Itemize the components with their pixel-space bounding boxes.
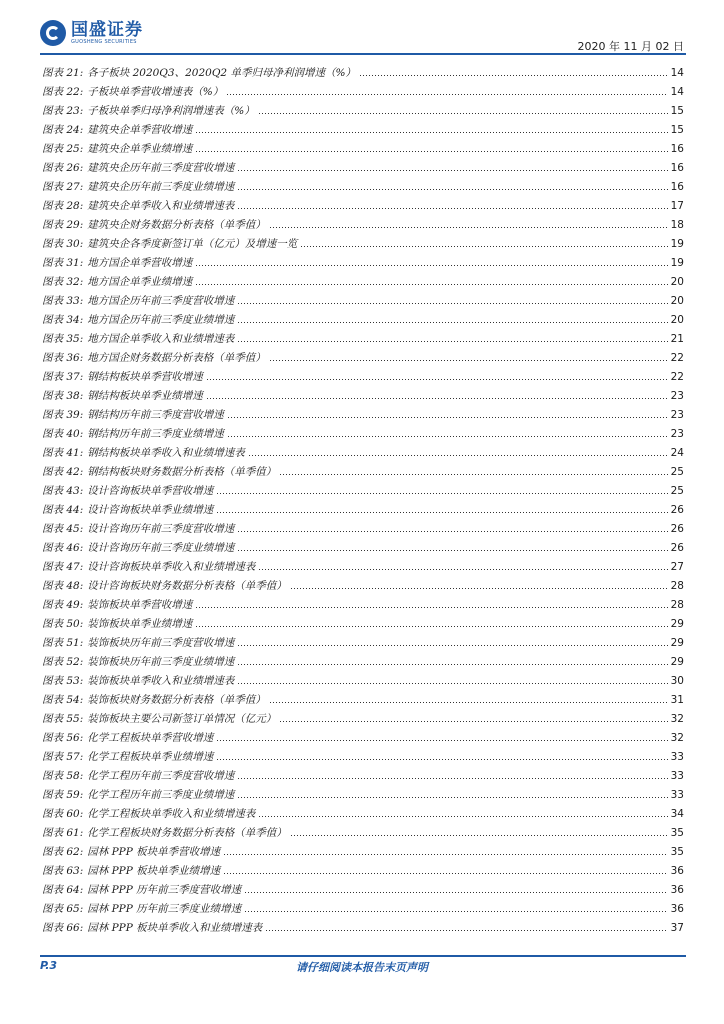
toc-entry-page: 29 (670, 655, 684, 668)
toc-entry-label: 图表 61: (42, 827, 84, 839)
toc-entry-page: 33 (670, 750, 684, 763)
dot-leader (237, 797, 667, 798)
footer-divider (40, 955, 686, 957)
dot-leader (279, 474, 667, 475)
toc-entry-title: 化学工程板块单季营收增速 (87, 732, 214, 744)
toc-entry-label: 图表 62: (42, 846, 84, 858)
toc-entry-label: 图表 38: (42, 390, 84, 402)
dot-leader (195, 626, 667, 627)
dot-leader (206, 379, 668, 380)
dot-leader (195, 284, 667, 285)
toc-entry[interactable] (42, 842, 684, 861)
dot-leader (223, 854, 668, 855)
toc-entry-title: 装饰板块主要公司新签订单情况（亿元） (87, 713, 277, 725)
toc-entry-page: 26 (670, 541, 684, 554)
dot-leader (216, 740, 667, 741)
toc-entry[interactable] (42, 652, 684, 671)
toc-entry-title: 钢结构板块单季营收增速 (87, 371, 203, 383)
toc-entry-page: 34 (670, 807, 684, 820)
toc-entry-label: 图表 59: (42, 789, 84, 801)
toc-entry-title: 子板块单季营收增速表（%） (87, 86, 224, 98)
dot-leader (216, 759, 667, 760)
dot-leader (195, 265, 667, 266)
toc-entry-page: 26 (670, 503, 684, 516)
toc-entry[interactable] (42, 918, 684, 937)
footer-disclaimer: 请仔细阅读本报告末页声明 (296, 961, 428, 974)
toc-entry[interactable] (42, 158, 684, 177)
dot-leader (237, 664, 667, 665)
toc-entry-title: 设计咨询板块单季业绩增速 (87, 504, 214, 516)
dot-leader (237, 189, 667, 190)
dot-leader (237, 531, 667, 532)
toc-entry-label: 图表 29: (42, 219, 84, 231)
dot-leader (258, 569, 667, 570)
toc-entry-title: 园林 PPP 板块单季收入和业绩增速表 (87, 922, 263, 934)
toc-entry-title: 钢结构板块财务数据分析表格（单季值） (87, 466, 277, 478)
toc-entry[interactable] (42, 880, 684, 899)
toc-entry-label: 图表 40: (42, 428, 84, 440)
dot-leader (269, 227, 668, 228)
toc-entry-label: 图表 41: (42, 447, 84, 459)
toc-entry-page: 37 (670, 921, 684, 934)
toc-entry-page: 20 (670, 275, 684, 288)
toc-entry[interactable] (42, 367, 684, 386)
dot-leader (227, 436, 668, 437)
toc-entry-label: 图表 30: (42, 238, 84, 250)
toc-entry-title: 装饰板块单季收入和业绩增速表 (87, 675, 235, 687)
toc-entry-title: 装饰板块财务数据分析表格（单季值） (87, 694, 266, 706)
toc-entry-label: 图表 50: (42, 618, 84, 630)
toc-entry-title: 建筑央企历年前三季度业绩增速 (87, 181, 235, 193)
toc-entry-page: 19 (670, 237, 684, 250)
dot-leader (258, 113, 668, 114)
dot-leader (237, 208, 667, 209)
toc-entry[interactable] (42, 120, 684, 139)
toc-entry-title: 建筑央企单季营收增速 (87, 124, 193, 136)
toc-entry[interactable] (42, 329, 684, 348)
toc-entry[interactable] (42, 253, 684, 272)
toc-entry[interactable] (42, 728, 684, 747)
chart-index-list (42, 63, 684, 937)
toc-entry-page: 23 (670, 427, 684, 440)
toc-entry[interactable] (42, 785, 684, 804)
toc-entry-page: 28 (670, 598, 684, 611)
toc-entry[interactable] (42, 310, 684, 329)
toc-entry-page: 21 (670, 332, 684, 345)
toc-entry-page: 36 (670, 883, 684, 896)
header-divider (40, 53, 686, 55)
dot-leader (195, 607, 667, 608)
toc-entry-page: 36 (670, 902, 684, 915)
logo-english-name: GUOSHENG SECURITIES (71, 38, 137, 45)
toc-entry-label: 图表 37: (42, 371, 84, 383)
toc-entry[interactable] (42, 63, 684, 82)
toc-entry-title: 设计咨询板块单季收入和业绩增速表 (87, 561, 256, 573)
dot-leader (359, 75, 668, 76)
toc-entry-title: 化学工程板块单季业绩增速 (87, 751, 214, 763)
toc-entry-label: 图表 25: (42, 143, 84, 155)
toc-entry-title: 化学工程板块单季收入和业绩增速表 (87, 808, 256, 820)
toc-entry-title: 装饰板块单季营收增速 (87, 599, 193, 611)
toc-entry[interactable] (42, 519, 684, 538)
toc-entry-label: 图表 53: (42, 675, 84, 687)
toc-entry-label: 图表 46: (42, 542, 84, 554)
dot-leader (227, 417, 668, 418)
toc-entry-page: 22 (670, 370, 684, 383)
toc-entry-label: 图表 21: (42, 67, 84, 79)
toc-entry-title: 钢结构历年前三季度营收增速 (87, 409, 224, 421)
toc-entry-page: 36 (670, 864, 684, 877)
toc-entry-page: 28 (670, 579, 684, 592)
dot-leader (237, 645, 667, 646)
toc-entry[interactable] (42, 234, 684, 253)
toc-entry[interactable] (42, 500, 684, 519)
toc-entry[interactable] (42, 462, 684, 481)
toc-entry-label: 图表 48: (42, 580, 84, 592)
toc-entry[interactable] (42, 196, 684, 215)
toc-entry-title: 地方国企财务数据分析表格（单季值） (87, 352, 266, 364)
toc-entry-page: 30 (670, 674, 684, 687)
dot-leader (269, 702, 668, 703)
toc-entry-page: 29 (670, 636, 684, 649)
toc-entry-title: 地方国企单季业绩增速 (87, 276, 193, 288)
dot-leader (223, 873, 668, 874)
dot-leader (237, 303, 667, 304)
dot-leader (290, 588, 668, 589)
toc-entry-label: 图表 60: (42, 808, 84, 820)
toc-entry-title: 各子板块 2020Q3、2020Q2 单季归母净利润增速（%） (87, 67, 356, 79)
toc-entry-title: 地方国企单季收入和业绩增速表 (87, 333, 235, 345)
toc-entry-title: 化学工程板块财务数据分析表格（单季值） (87, 827, 287, 839)
toc-entry[interactable] (42, 690, 684, 709)
toc-entry-title: 地方国企历年前三季度业绩增速 (87, 314, 235, 326)
toc-entry-title: 装饰板块历年前三季度业绩增速 (87, 656, 235, 668)
toc-entry-page: 25 (670, 465, 684, 478)
dot-leader (216, 512, 667, 513)
toc-entry-page: 23 (670, 389, 684, 402)
dot-leader (195, 151, 667, 152)
toc-entry-label: 图表 44: (42, 504, 84, 516)
toc-entry-title: 装饰板块历年前三季度营收增速 (87, 637, 235, 649)
dot-leader (237, 341, 667, 342)
toc-entry-page: 33 (670, 788, 684, 801)
toc-entry-label: 图表 52: (42, 656, 84, 668)
toc-entry-page: 26 (670, 522, 684, 535)
toc-entry-page: 32 (670, 731, 684, 744)
dot-leader (237, 170, 667, 171)
toc-entry-title: 建筑央企单季收入和业绩增速表 (87, 200, 235, 212)
dot-leader (237, 322, 667, 323)
toc-entry-page: 33 (670, 769, 684, 782)
toc-entry-label: 图表 63: (42, 865, 84, 877)
toc-entry-page: 35 (670, 845, 684, 858)
toc-entry-title: 化学工程历年前三季度营收增速 (87, 770, 235, 782)
dot-leader (195, 132, 667, 133)
toc-entry[interactable] (42, 101, 684, 120)
toc-entry-title: 设计咨询板块单季营收增速 (87, 485, 214, 497)
toc-entry-page: 20 (670, 294, 684, 307)
toc-entry-title: 装饰板块单季业绩增速 (87, 618, 193, 630)
toc-entry[interactable] (42, 614, 684, 633)
toc-entry-label: 图表 65: (42, 903, 84, 915)
toc-entry[interactable] (42, 481, 684, 500)
toc-entry-title: 钢结构板块单季业绩增速 (87, 390, 203, 402)
toc-entry[interactable] (42, 82, 684, 101)
toc-entry-page: 14 (670, 66, 684, 79)
toc-entry[interactable] (42, 823, 684, 842)
toc-entry-page: 16 (670, 180, 684, 193)
toc-entry[interactable] (42, 405, 684, 424)
toc-entry[interactable] (42, 272, 684, 291)
dot-leader (237, 550, 667, 551)
logo-icon (40, 20, 66, 46)
toc-entry-label: 图表 49: (42, 599, 84, 611)
dot-leader (258, 816, 667, 817)
toc-entry-page: 16 (670, 142, 684, 155)
company-logo (40, 20, 143, 46)
toc-entry-label: 图表 23: (42, 105, 84, 117)
toc-entry-page: 29 (670, 617, 684, 630)
dot-leader (279, 721, 667, 722)
toc-entry-label: 图表 47: (42, 561, 84, 573)
toc-entry-label: 图表 22: (42, 86, 84, 98)
dot-leader (265, 930, 668, 931)
toc-entry-label: 图表 34: (42, 314, 84, 326)
dot-leader (226, 94, 667, 95)
toc-entry-page: 27 (670, 560, 684, 573)
toc-entry[interactable] (42, 861, 684, 880)
toc-entry-page: 32 (670, 712, 684, 725)
toc-entry[interactable] (42, 215, 684, 234)
toc-entry-label: 图表 56: (42, 732, 84, 744)
dot-leader (206, 398, 668, 399)
toc-entry[interactable] (42, 633, 684, 652)
toc-entry[interactable] (42, 709, 684, 728)
toc-entry-page: 18 (670, 218, 684, 231)
dot-leader (244, 892, 668, 893)
toc-entry[interactable] (42, 139, 684, 158)
toc-entry-page: 19 (670, 256, 684, 269)
toc-entry-page: 17 (670, 199, 684, 212)
toc-entry-label: 图表 58: (42, 770, 84, 782)
toc-entry[interactable] (42, 386, 684, 405)
toc-entry[interactable] (42, 424, 684, 443)
logo-name: 国盛证券 (71, 19, 143, 40)
toc-entry-page: 23 (670, 408, 684, 421)
dot-leader (269, 360, 668, 361)
dot-leader (237, 778, 667, 779)
toc-entry-title: 设计咨询历年前三季度业绩增速 (87, 542, 235, 554)
toc-entry[interactable] (42, 538, 684, 557)
toc-entry-title: 地方国企单季营收增速 (87, 257, 193, 269)
page-number: P.3 (40, 959, 58, 972)
toc-entry-page: 24 (670, 446, 684, 459)
toc-entry-title: 园林 PPP 历年前三季度业绩增速 (87, 903, 242, 915)
toc-entry-title: 建筑央企各季度新签订单（亿元）及增速一览 (87, 238, 298, 250)
toc-entry[interactable] (42, 899, 684, 918)
toc-entry-label: 图表 55: (42, 713, 84, 725)
toc-entry-title: 地方国企历年前三季度营收增速 (87, 295, 235, 307)
toc-entry-page: 14 (670, 85, 684, 98)
toc-entry-page: 31 (670, 693, 684, 706)
toc-entry-label: 图表 28: (42, 200, 84, 212)
toc-entry[interactable] (42, 671, 684, 690)
dot-leader (237, 683, 667, 684)
toc-entry-title: 子板块单季归母净利润增速表（%） (87, 105, 255, 117)
toc-entry-label: 图表 36: (42, 352, 84, 364)
toc-entry-title: 化学工程历年前三季度业绩增速 (87, 789, 235, 801)
toc-entry[interactable] (42, 804, 684, 823)
toc-entry-label: 图表 54: (42, 694, 84, 706)
page-header (40, 20, 686, 56)
toc-entry[interactable] (42, 576, 684, 595)
toc-entry[interactable] (42, 291, 684, 310)
toc-entry-title: 园林 PPP 历年前三季度营收增速 (87, 884, 242, 896)
dot-leader (216, 493, 667, 494)
toc-entry-label: 图表 64: (42, 884, 84, 896)
toc-entry-title: 建筑央企财务数据分析表格（单季值） (87, 219, 266, 231)
toc-entry-label: 图表 39: (42, 409, 84, 421)
dot-leader (290, 835, 668, 836)
dot-leader (244, 911, 668, 912)
toc-entry-label: 图表 35: (42, 333, 84, 345)
toc-entry[interactable] (42, 348, 684, 367)
toc-entry[interactable] (42, 177, 684, 196)
toc-entry[interactable] (42, 766, 684, 785)
toc-entry-label: 图表 27: (42, 181, 84, 193)
toc-entry-page: 22 (670, 351, 684, 364)
toc-entry-label: 图表 57: (42, 751, 84, 763)
report-date: 2020 年 11 月 02 日 (577, 40, 684, 53)
toc-entry-label: 图表 51: (42, 637, 84, 649)
dot-leader (300, 246, 667, 247)
toc-entry[interactable] (42, 443, 684, 462)
toc-entry-page: 15 (670, 104, 684, 117)
toc-entry-title: 园林 PPP 板块单季营收增速 (87, 846, 221, 858)
toc-entry[interactable] (42, 747, 684, 766)
dot-leader (248, 455, 668, 456)
toc-entry-label: 图表 43: (42, 485, 84, 497)
toc-entry-title: 园林 PPP 板块单季业绩增速 (87, 865, 221, 877)
toc-entry-label: 图表 45: (42, 523, 84, 535)
toc-entry-label: 图表 42: (42, 466, 84, 478)
toc-entry-page: 35 (670, 826, 684, 839)
toc-entry-page: 20 (670, 313, 684, 326)
toc-entry-label: 图表 24: (42, 124, 84, 136)
toc-entry-title: 设计咨询历年前三季度营收增速 (87, 523, 235, 535)
toc-entry-label: 图表 26: (42, 162, 84, 174)
toc-entry-title: 建筑央企单季业绩增速 (87, 143, 193, 155)
toc-entry-page: 15 (670, 123, 684, 136)
toc-entry-title: 建筑央企历年前三季度营收增速 (87, 162, 235, 174)
toc-entry-page: 16 (670, 161, 684, 174)
toc-entry-label: 图表 31: (42, 257, 84, 269)
toc-entry-title: 设计咨询板块财务数据分析表格（单季值） (87, 580, 287, 592)
toc-entry[interactable] (42, 557, 684, 576)
toc-entry-title: 钢结构历年前三季度业绩增速 (87, 428, 224, 440)
toc-entry-label: 图表 33: (42, 295, 84, 307)
toc-entry-label: 图表 66: (42, 922, 84, 934)
toc-entry-label: 图表 32: (42, 276, 84, 288)
toc-entry-page: 25 (670, 484, 684, 497)
toc-entry[interactable] (42, 595, 684, 614)
toc-entry-title: 钢结构板块单季收入和业绩增速表 (87, 447, 245, 459)
